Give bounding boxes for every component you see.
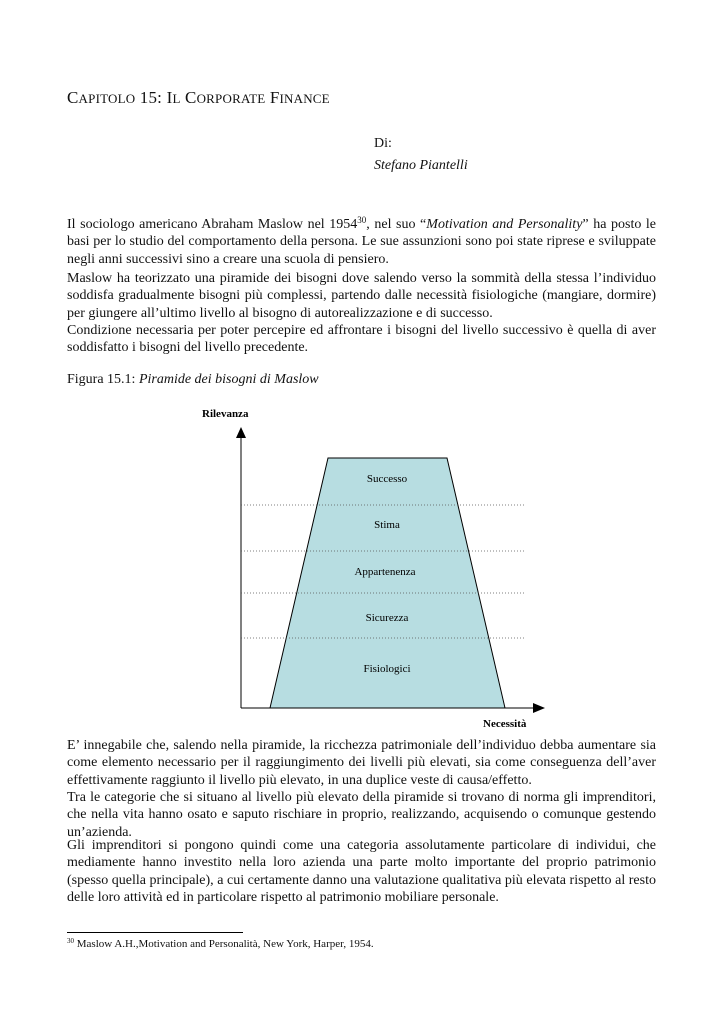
y-axis-arrow [236,427,246,438]
level-label-appartenenza: Appartenenza [354,566,416,578]
chapter-title: CAPITOLO 15: IL CORPORATE FINANCE [67,88,330,107]
level-label-stima: Stima [374,519,400,531]
x-axis-label: Necessità [483,718,527,730]
x-axis-arrow [533,703,545,713]
y-axis-label: Rilevanza [202,408,249,420]
footnote [67,938,374,950]
maslow-pyramid-diagram [0,400,724,740]
level-label-successo: Successo [366,473,408,485]
intro-paragraph-1: Il sociologo americano Abraham Maslow nel 1954$^{30}$, nel suo “Motivation and Personality” ha posto le basi per lo studio del comportamento della persona. Le sue assunzioni sono poi state riprese e sviluppate negli anni successivi sino a creare una scuola di pensiero. [67,215,657,267]
book-title: Motivation and Personality [426,217,583,232]
body-paragraph-3: Gli imprenditori si pongono quindi come una categoria assolutamente particolare di individui, che mediamente hanno investito nella loro azienda una parte molto importante del proprio patrimonio (spesso quella principale), a cui certamente danno una valutazione qualitativa più elevata rispetto al resto delle loro attività ed in particolare rispetto al patrimonio mobiliare personale. [67,838,656,905]
figure-caption: Figura 15.1: Piramide dei bisogni di Maslow [67,372,319,387]
body-paragraph-2: Tra le categorie che si situano al livello più elevato della piramide si trovano di norma gli imprenditori, che nella vita hanno osato e saputo rischiare in proprio, realizzando, acquisendo o comunque gestendo un’azienda. [67,790,656,840]
footnote-divider [67,932,243,933]
author-label: Di: [374,136,392,151]
intro-paragraph-2: Maslow ha teorizzato una piramide dei bisogni dove salendo verso la sommità della stessa l’individuo soddisfa gradualmente bisogni più complessi, partendo dalle necessità fisiologiche (mangiare, dormire) per giungere all’ultimo livello al bisogno di autorealizzazione e di successo. [67,271,656,321]
author-name: Stefano Piantelli [374,158,468,173]
level-label-sicurezza: Sicurezza [365,612,409,624]
level-label-fisiologici: Fisiologici [363,663,411,675]
intro-paragraph-3: Condizione necessaria per poter percepire ed affrontare i bisogni del livello successivo è quella di aver soddisfatto i bisogni del livello precedente. [67,323,656,356]
footnote-number: 30 [67,937,74,945]
body-paragraph-1: E’ innegabile che, salendo nella piramide, la ricchezza patrimoniale dell’individuo debba aumentare sia come elemento necessario per il raggiungimento dei livelli più elevati, sia come conseguenza dell’aver effettivamente raggiunto il livello più elevato, in una duplice veste di causa/effetto. [67,738,656,788]
footnote-ref: 30 [357,215,367,225]
footnote-text: Maslow A.H.,Motivation and Personalità, New York, Harper, 1954. [74,938,374,950]
author-block [374,133,468,177]
